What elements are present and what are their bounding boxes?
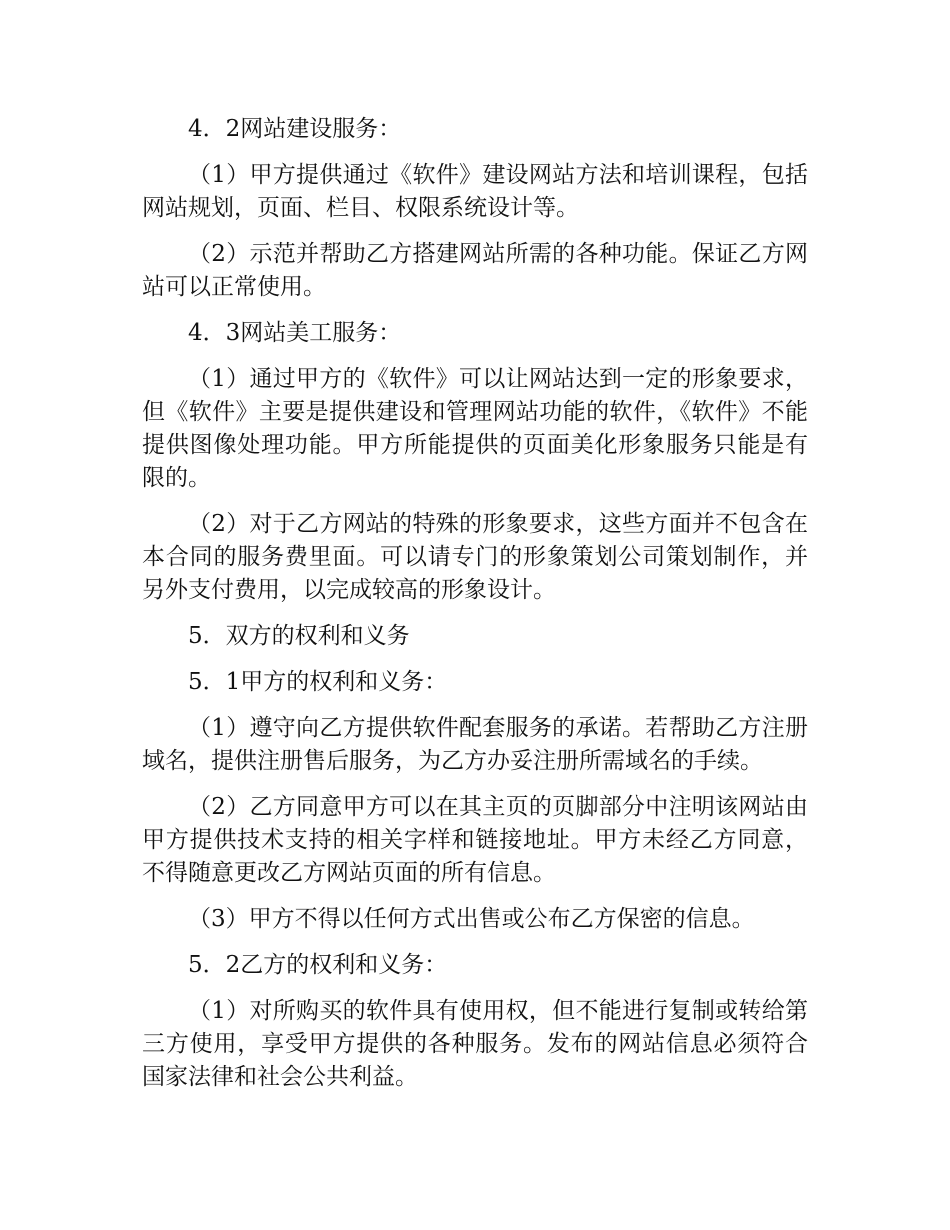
paragraph-5-1-3: （3）甲方不得以任何方式出售或公布乙方保密的信息。 (188, 906, 755, 932)
paragraph-4-2-2: （2）示范并帮助乙方搭建网站所需的各种功能。保证乙方网站可以正常使用。 (142, 241, 808, 300)
paragraph-5-2-1: （1）对所购买的软件具有使用权，但不能进行复制或转给第三方使用，享受甲方提供的各种服务。发布的网站信息必须符合国家法律和社会公共利益。 (142, 998, 808, 1090)
section-heading-5-2: 5．2乙方的权利和义务： (188, 952, 448, 978)
paragraph-4-3-2: （2）对于乙方网站的特殊的形象要求，这些方面并不包含在本合同的服务费里面。可以请专门的形象策划公司策划制作，并另外支付费用，以完成较高的形象设计。 (142, 511, 808, 603)
paragraph-4-3-1: （1）通过甲方的《软件》可以让网站达到一定的形象要求，但《软件》主要是提供建设和管理网站功能的软件，《软件》不能提供图像处理功能。甲方所能提供的页面美化形象服务只能是有限的。 (142, 366, 808, 491)
paragraph-5-1-1: （1）遵守向乙方提供软件配套服务的承诺。若帮助乙方注册域名，提供注册售后服务，为乙方办妥注册所需域名的手续。 (142, 715, 808, 774)
paragraph-4-2-1: （1）甲方提供通过《软件》建设网站方法和培训课程，包括网站规划，页面、栏目、权限系统设计等。 (142, 162, 808, 221)
section-heading-5-1: 5．1甲方的权利和义务： (188, 669, 448, 695)
document-body (142, 113, 808, 1107)
section-heading-5: 5．双方的权利和义务 (188, 623, 410, 649)
section-heading-4-2: 4．2网站建设服务： (188, 116, 402, 142)
paragraph-5-1-2: （2）乙方同意甲方可以在其主页的页脚部分中注明该网站由甲方提供技术支持的相关字样和链接地址。甲方未经乙方同意，不得随意更改乙方网站页面的所有信息。 (142, 794, 808, 886)
section-heading-4-3: 4．3网站美工服务： (188, 320, 402, 346)
